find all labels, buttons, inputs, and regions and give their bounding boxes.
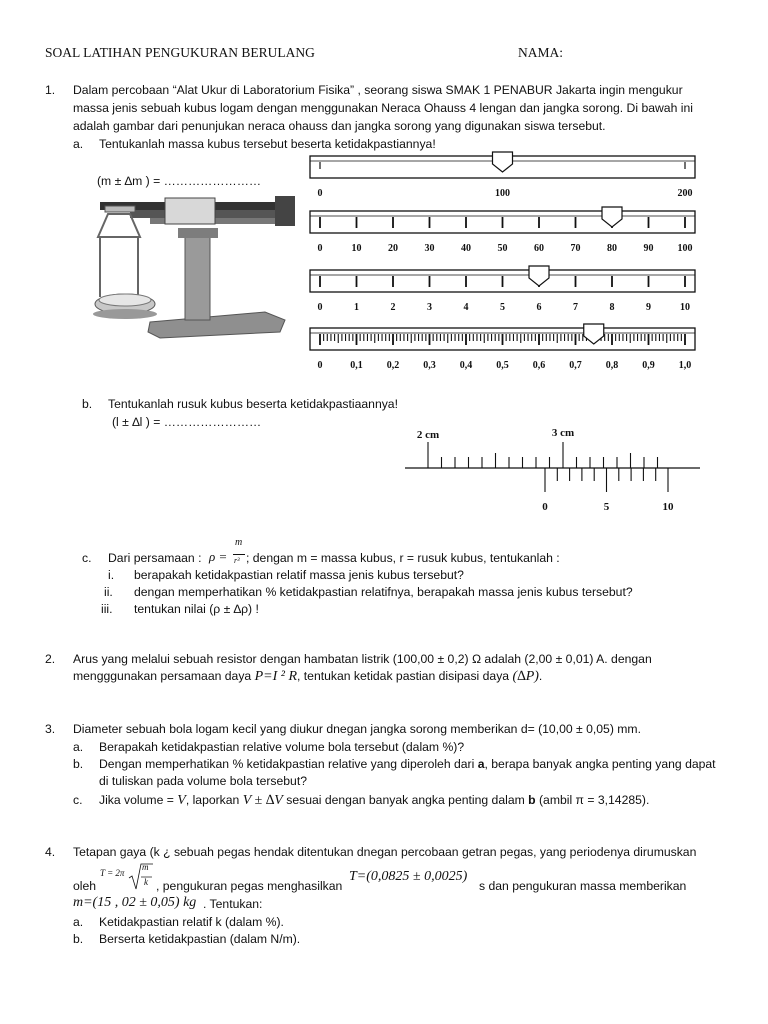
scale-tick-label: 0,8 (605, 360, 619, 371)
scale-tick-label: 80 (607, 243, 617, 254)
q2-delta-p: (∆P) (512, 669, 539, 684)
scale-tick-label: 100 (495, 188, 510, 199)
q1b-text: Tentukanlah rusuk kubus beserta ketidakpastiaannya! (108, 397, 398, 411)
q1c-fraction-numerator: m (235, 537, 243, 548)
square-root-symbol (128, 862, 154, 892)
scale-tick-label: 10 (680, 302, 690, 313)
scale-tick-label: 1 (354, 302, 359, 313)
q3b-label: b. (73, 757, 84, 771)
q4-line2-mid: , pengukuran pegas menghasilkan (156, 879, 343, 893)
q4-period-value: T=(0,0825 ± 0,0025) (349, 869, 468, 884)
name-label: NAMA: (518, 45, 564, 60)
page-title: SOAL LATIHAN PENGUKURAN BERULANG (45, 45, 315, 60)
q1b-label: b. (82, 397, 93, 411)
q3b-suffix: , berapa banyak angka penting yang dapat (484, 757, 716, 771)
q1-text-line3: adalah gambar dari penunjukan neraca ohauss dan jangka sorong yang digunakan siswa tersebut. (73, 119, 606, 133)
q3b-text-line2: di tuliskan pada volume bola tersebut? (99, 774, 307, 788)
scale-tick-label: 2 (390, 302, 396, 313)
balance-scale-strip (310, 324, 695, 371)
scale-tick-label: 0,6 (532, 360, 546, 371)
q1c-item-label: i. (108, 568, 115, 582)
q1c-label: c. (82, 551, 92, 565)
q2-text-line1: Arus yang melalui sebuah resistor dengan hambatan listrik (100,00 ± 0,2) Ω adalah (2,00 ± 0,01) A. dengan (73, 652, 652, 666)
q2-power-equation: P=I ² R (254, 669, 298, 684)
scale-tick-label: 0,4 (459, 360, 473, 371)
scale-tick-label: 0 (317, 188, 323, 199)
scale-tick-label: 0,7 (569, 360, 582, 371)
scale-tick-label: 1,0 (678, 360, 692, 371)
q3c-v-dv: V ± ∆V (242, 793, 283, 808)
vernier-caliper-reading (400, 422, 705, 522)
q4-formula-numerator: m (142, 862, 149, 872)
q3c-mid2: sesuai dengan banyak angka penting dalam (286, 793, 525, 807)
q1-text-line2: massa jenis sebuah kubus logam dengan menggunakan Neraca Ohauss 4 lengan dan jangka sorong. Di bawah ini (73, 101, 693, 115)
q4a-text: Ketidakpastian relatif k (dalam %). (99, 915, 284, 929)
main-scale-label: 2 cm (416, 429, 440, 441)
scale-tick-label: 8 (609, 302, 615, 313)
scale-tick-label: 4 (463, 302, 469, 313)
q1b-answer-blank: (l ± ∆l ) = …………………… (112, 415, 262, 429)
vernier-scale-label: 10 (662, 501, 674, 513)
q3b-text-line1 (99, 757, 716, 771)
main-scale-label: 3 cm (551, 427, 575, 439)
q4-mass-value: m=(15 , 02 ± 0,05) kg (73, 895, 197, 910)
scale-tick-label: 0 (317, 360, 323, 371)
q3c-v: V (177, 793, 186, 808)
q4-line3-end: . Tentukan: (203, 897, 263, 911)
q4b-label: b. (73, 932, 84, 946)
scale-tick-label: 0,2 (386, 360, 400, 371)
q1c-rho: ρ = (209, 549, 228, 564)
q3c-prefix: Jika volume = (99, 793, 174, 807)
scale-tick-label: 60 (534, 243, 544, 254)
vernier-scale-label: 5 (603, 501, 610, 513)
scale-tick-label: 5 (500, 302, 505, 313)
q4-oleh: oleh (73, 879, 97, 893)
scale-tick-label: 70 (570, 243, 581, 254)
q1c-item-label: iii. (101, 602, 113, 616)
q4-formula-denominator: k (144, 877, 148, 887)
q3-text-line1: Diameter sebuah bola logam kecil yang diukur dnegan jangka sorong memberikan d= (10,00 ± 0,05) mm. (73, 722, 641, 736)
scale-tick-label: 7 (573, 302, 578, 313)
q1c-suffix: ; dengan m = massa kubus, r = rusuk kubus, tentukanlah : (246, 551, 560, 565)
q1a-text: Tentukanlah massa kubus tersebut beserta ketidakpastiannya! (99, 137, 436, 151)
q2-number: 2. (45, 652, 56, 666)
q1c-item-text: tentukan nilai (ρ ± ∆ρ) ! (134, 602, 259, 616)
q2-line2-prefix: mengggunakan persamaan daya (73, 669, 252, 683)
q3b-bold-ref: a (477, 757, 485, 771)
q1-number: 1. (45, 83, 56, 97)
scale-tick-label: 90 (643, 243, 654, 254)
q1a-answer-blank: (m ± ∆m ) = …………………… (97, 174, 262, 188)
q3a-text: Berapakah ketidakpastian relative volume bola tersebut (dalam %)? (99, 740, 465, 754)
q1c-item-text: dengan memperhatikan % ketidakpastian relatifnya, berapakah massa jenis kubus tersebut? (134, 585, 633, 599)
scale-tick-label: 200 (677, 188, 693, 199)
scale-tick-label: 20 (388, 243, 398, 254)
q4-number: 4. (45, 845, 56, 859)
q4-line2-end: s dan pengukuran massa memberikan (479, 879, 687, 893)
scale-tick-label: 10 (351, 243, 362, 254)
scale-tick-label: 100 (677, 243, 693, 254)
q1c-item-label: ii. (104, 585, 113, 599)
ohaus-balance-illustration (90, 192, 300, 342)
scale-tick-label: 0 (317, 243, 323, 254)
vernier-scale-label: 0 (542, 501, 548, 513)
q4a-label: a. (73, 915, 84, 929)
q3-number: 3. (45, 722, 56, 736)
q1a-label: a. (73, 137, 84, 151)
q1c-prefix: Dari persamaan : (108, 551, 202, 565)
scale-tick-label: 0,1 (350, 360, 363, 371)
scale-tick-label: 0 (317, 302, 323, 313)
balance-scale-strip (310, 266, 695, 313)
q3c-label: c. (73, 793, 83, 807)
q3c-mid: , laporkan (185, 793, 240, 807)
q1c-item-text: berapakah ketidakpastian relatif massa jenis kubus tersebut? (134, 568, 464, 582)
q1c-fraction-bar (233, 554, 245, 555)
scale-tick-label: 9 (646, 302, 651, 313)
scale-tick-label: 6 (536, 302, 542, 313)
q3c-text (99, 793, 649, 809)
scale-tick-label: 40 (461, 243, 471, 254)
q2-line2-end: . (538, 669, 543, 683)
scale-tick-label: 0,5 (496, 360, 509, 371)
q4-formula-left: T = 2π (100, 868, 125, 878)
balance-scale-strip (310, 207, 695, 254)
balance-scale-strip (310, 152, 695, 199)
q1-text-line1: Dalam percobaan “Alat Ukur di Laboratorium Fisika” , seorang siswa SMAK 1 PENABUR Jakarta ingin mengukur (73, 83, 683, 97)
balance-scale-readings (305, 148, 700, 373)
q4-text-line1: Tetapan gaya (k ¿ sebuah pegas hendak ditentukan dnegan percobaan getran pegas, yang periodenya dirumuskan (73, 845, 697, 859)
scale-tick-label: 30 (424, 243, 435, 254)
q3a-label: a. (73, 740, 84, 754)
q3b-prefix: Dengan memperhatikan % ketidakpastian relative yang diperoleh dari (99, 757, 475, 771)
scale-tick-label: 3 (427, 302, 432, 313)
q1c-fraction-denominator: r³ (234, 556, 240, 565)
scale-tick-label: 50 (497, 243, 508, 254)
q3c-bold-ref: b (528, 793, 536, 807)
q2-text-line2 (73, 669, 542, 685)
q2-line2-mid: , tentukan ketidak pastian disipasi daya (297, 669, 510, 683)
q3c-end: (ambil π = 3,14285). (538, 793, 650, 807)
scale-tick-label: 0,3 (423, 360, 436, 371)
scale-tick-label: 0,9 (642, 360, 655, 371)
q4b-text: Berserta ketidakpastian (dalam N/m). (99, 932, 301, 946)
